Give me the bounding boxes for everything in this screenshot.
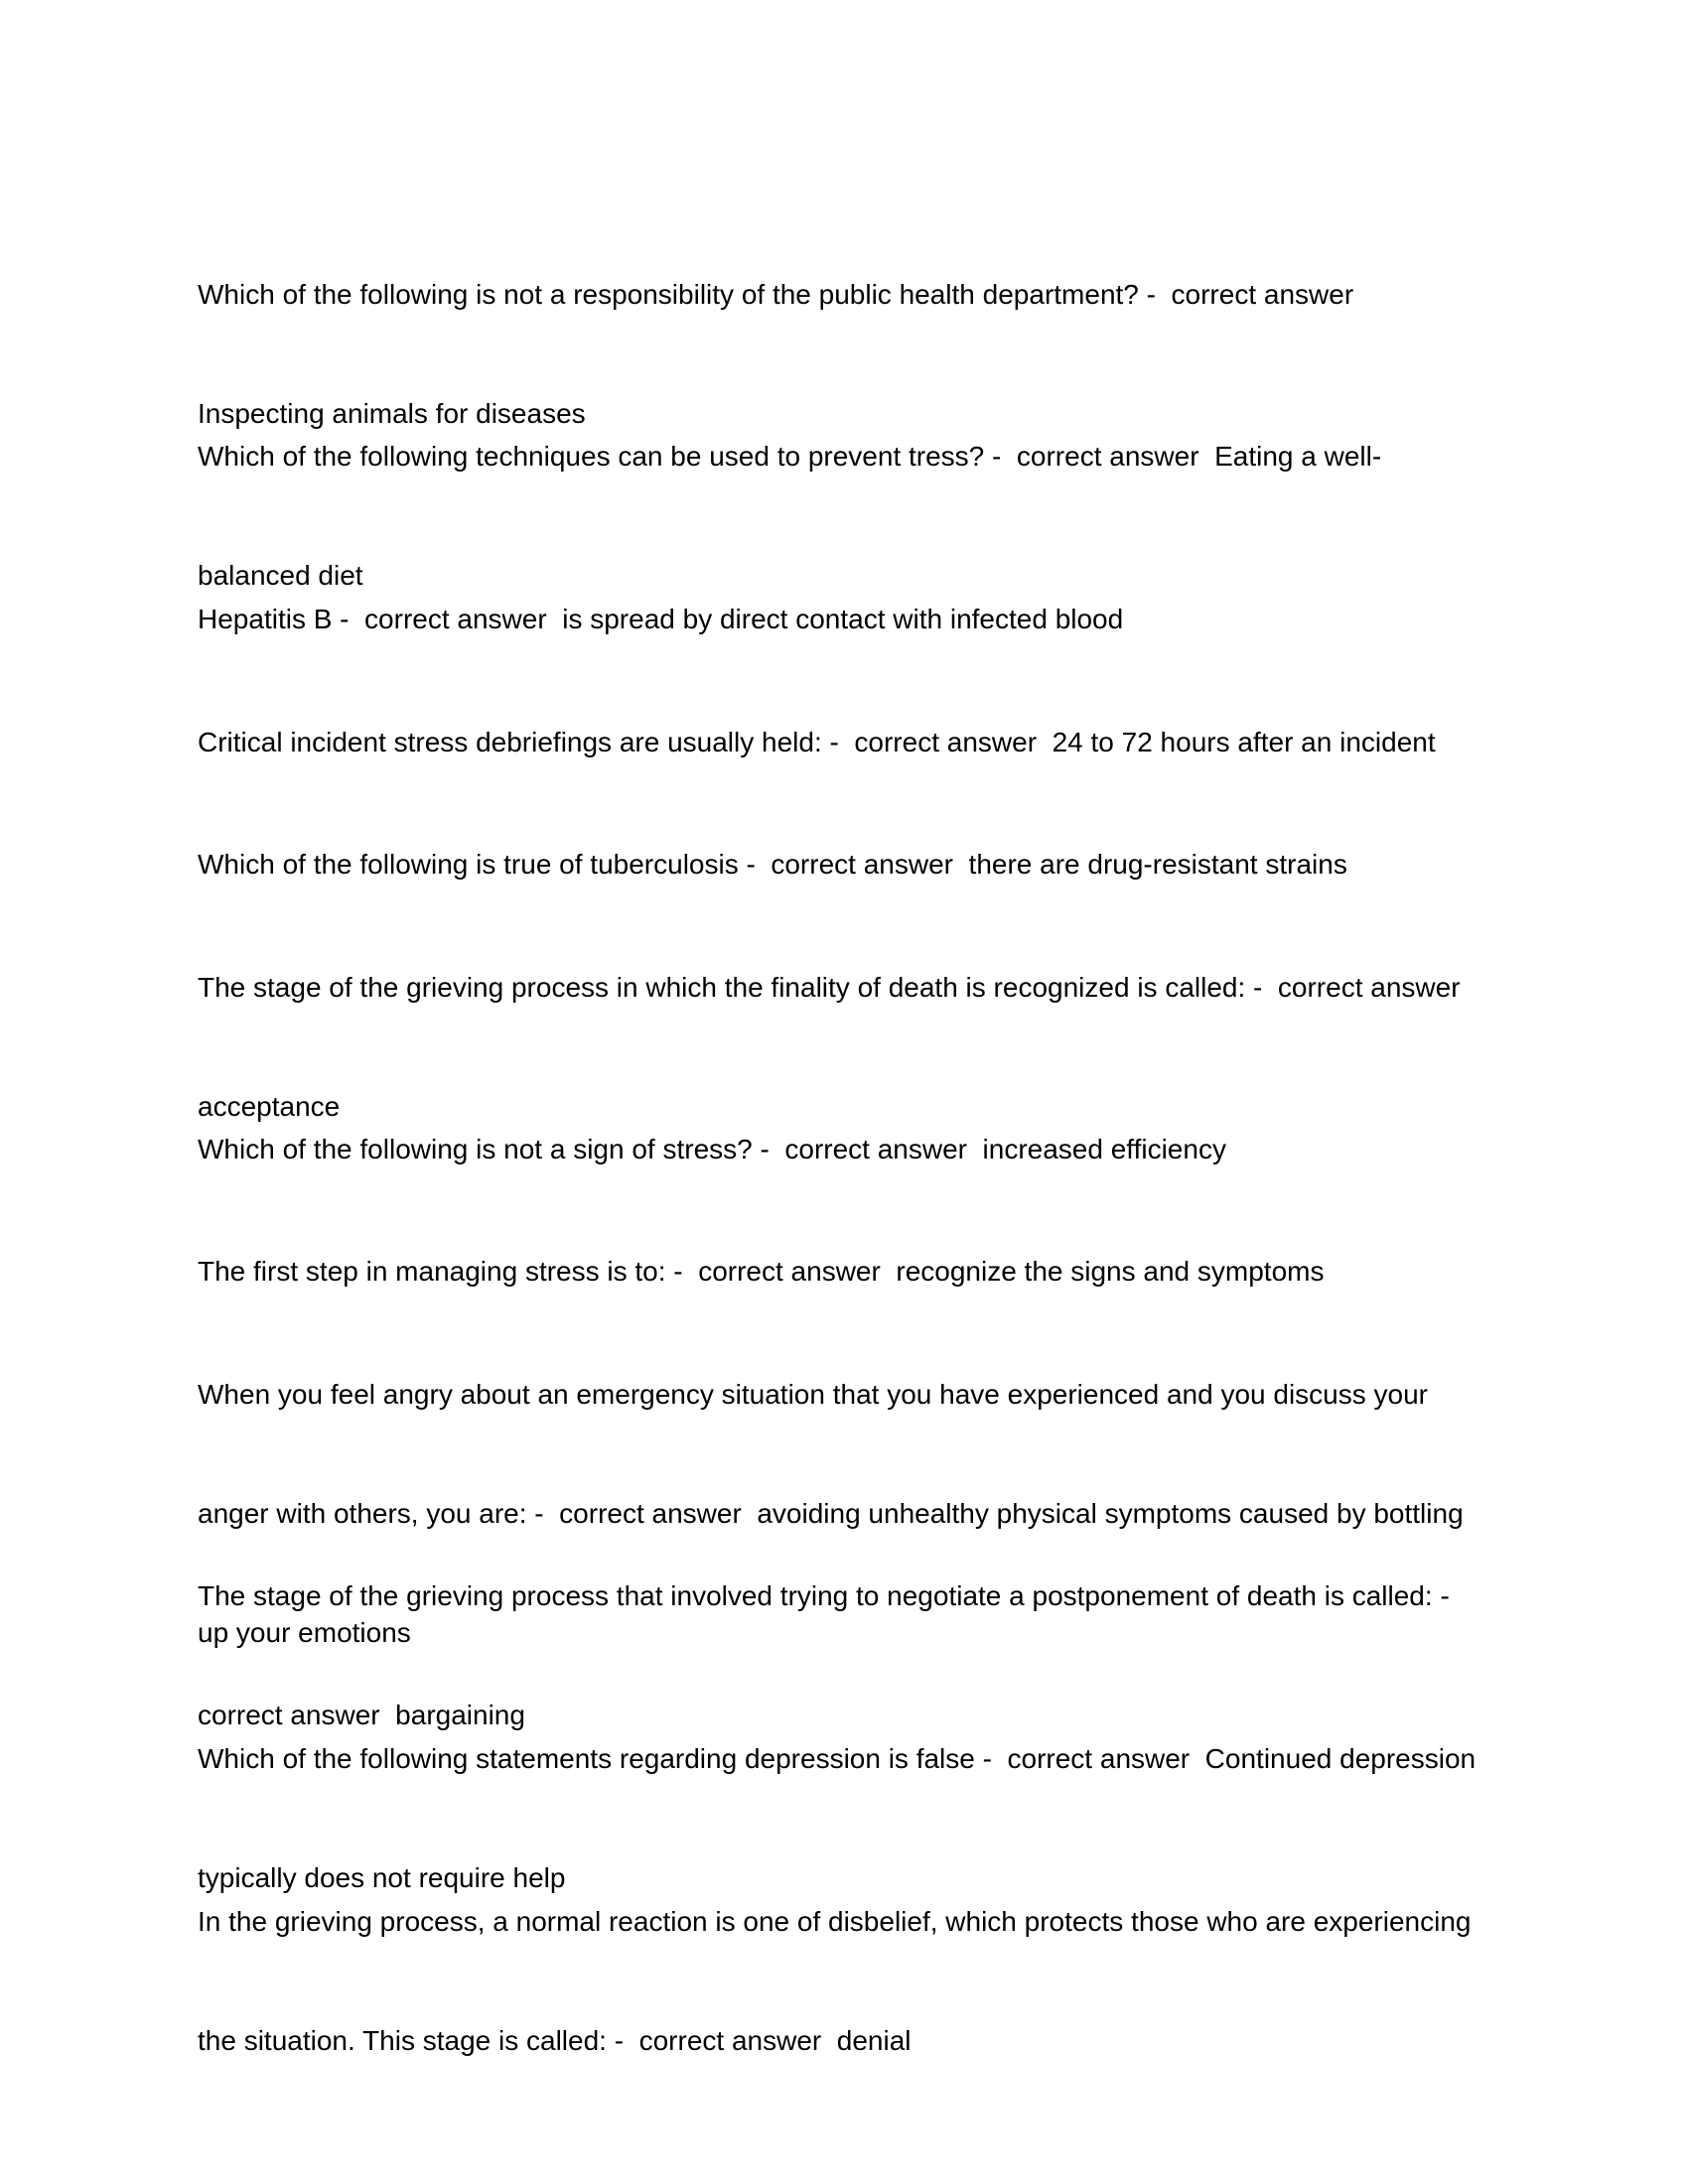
qa-line: up your emotions <box>198 1617 411 1648</box>
qa-line: correct answer bargaining <box>198 1700 525 1730</box>
qa-line: The stage of the grieving process in which the finality of death is recognized is called: - correct answer <box>198 972 1469 1003</box>
qa-line: In the grieving process, a normal reaction is one of disbelief, which protects those who are experiencing <box>198 1906 1472 1937</box>
qa-item-12 <box>198 1823 1498 2140</box>
qa-line: the situation. This stage is called: - correct answer denial <box>198 2025 912 2056</box>
qa-line: Which of the following statements regarding depression is false - correct answer Continued depression <box>198 1743 1477 1774</box>
qa-line: Critical incident stress debriefings are usually held: - correct answer 24 to 72 hours after an incident <box>198 727 1436 757</box>
qa-line: Which of the following is not a responsibility of the public health department? - correct answer <box>198 279 1361 310</box>
qa-line: The first step in managing stress is to: - correct answer recognize the signs and symptoms <box>198 1256 1325 1287</box>
qa-line: The stage of the grieving process that involved trying to negotiate a postponement of death is called: - <box>198 1580 1450 1611</box>
qa-line: Which of the following is not a sign of stress? - correct answer increased efficiency <box>198 1134 1226 1164</box>
qa-line: When you feel angry about an emergency situation that you have experienced and you discuss your <box>198 1379 1428 1410</box>
qa-line: balanced diet <box>198 560 363 591</box>
qa-line: Which of the following is true of tuberculosis - correct answer there are drug-resistant strains <box>198 849 1347 880</box>
qa-line: acceptance <box>198 1091 341 1122</box>
qa-line: Which of the following techniques can be used to prevent tress? - correct answer Eating a well- <box>198 441 1382 472</box>
qa-line: Inspecting animals for diseases <box>198 398 586 429</box>
qa-line: Hepatitis B - correct answer is spread by direct contact with infected blood <box>198 604 1124 634</box>
qa-line: anger with others, you are: - correct answer avoiding unhealthy physical symptoms caused by bottling <box>198 1498 1464 1529</box>
qa-line: typically does not require help <box>198 1862 566 1893</box>
